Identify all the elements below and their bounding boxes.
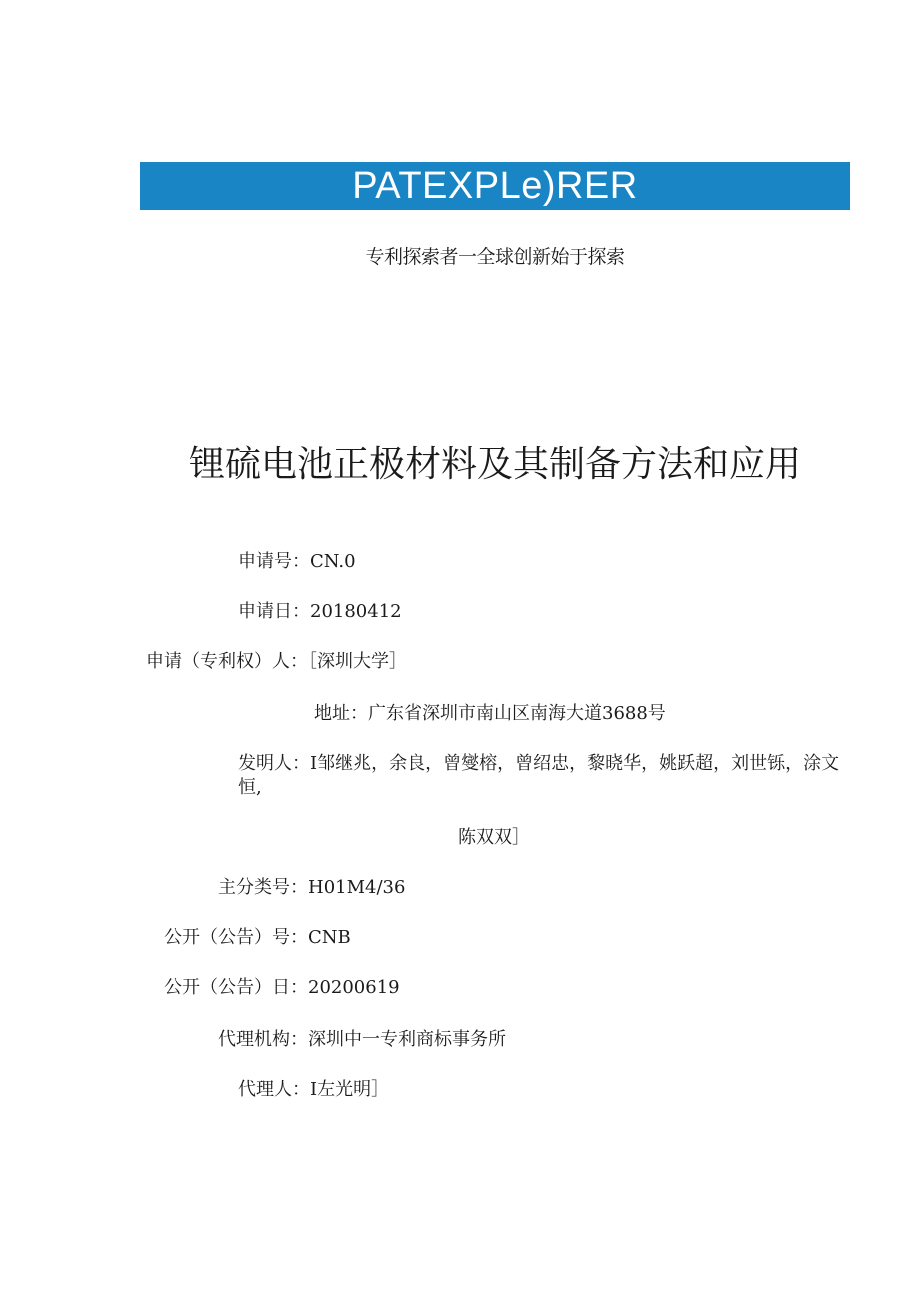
field-main-class — [218, 876, 405, 900]
brand-banner: PATEXPLe)RER — [140, 162, 850, 210]
field-applicant — [146, 650, 407, 674]
field-value: I左光明］ — [310, 1079, 390, 1100]
field-label: 公开（公告）号： — [164, 927, 308, 948]
field-label: 代理机构： — [218, 1029, 308, 1050]
field-value: 广东省深圳市南山区南海大道3688号 — [368, 703, 666, 724]
field-inventor — [238, 752, 846, 800]
field-label: 申请（专利权）人： — [146, 651, 308, 672]
patent-title: 锂硫电池正极材料及其制备方法和应用 — [188, 444, 801, 485]
field-label: 主分类号： — [218, 877, 308, 898]
field-label: 申请日： — [238, 601, 310, 622]
field-publication-number — [164, 926, 351, 950]
field-value: H01M4/36 — [308, 877, 406, 898]
field-value: I邹继兆，余良，曾燮榕，曾绍忠，黎晓华，姚跃超，刘世铄，涂文恒, — [238, 753, 840, 798]
field-value: 20180412 — [310, 601, 402, 622]
field-application-date — [238, 600, 402, 624]
field-label: 发明人： — [238, 753, 310, 774]
field-value: CNB — [308, 927, 351, 948]
field-label: 地址： — [314, 703, 368, 724]
field-value: CN.0 — [310, 551, 356, 572]
field-agency — [218, 1028, 506, 1052]
field-agent — [238, 1078, 389, 1102]
field-value: 20200619 — [308, 977, 400, 998]
field-label: 代理人： — [238, 1079, 310, 1100]
field-label: 申请号： — [238, 551, 310, 572]
field-publication-date — [164, 976, 400, 1000]
field-value: 深圳中一专利商标事务所 — [308, 1029, 506, 1050]
field-value: ［深圳大学］ — [308, 651, 407, 672]
field-inventor-continued — [458, 826, 530, 850]
field-label: 公开（公告）日： — [164, 977, 308, 998]
field-address — [314, 702, 666, 726]
field-application-number — [238, 550, 356, 574]
field-value: 陈双双］ — [458, 827, 530, 848]
brand-slogan: 专利探索者一全球创新始于探索 — [365, 246, 625, 268]
